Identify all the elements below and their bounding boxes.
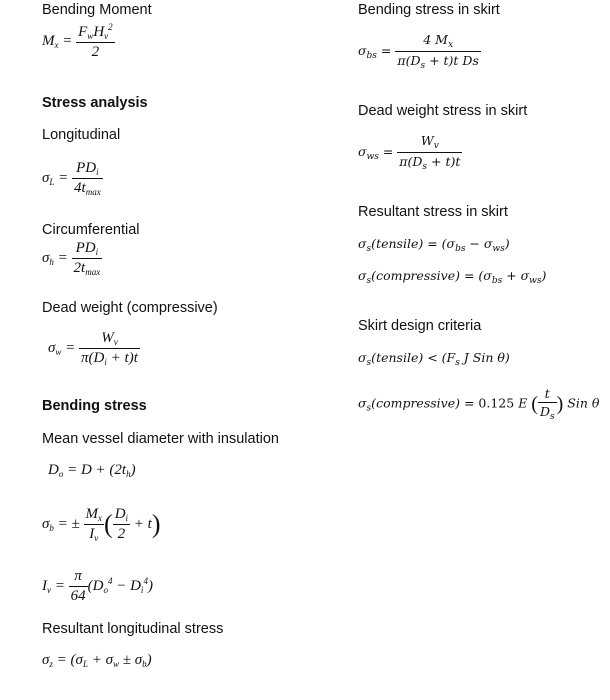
bending-moment-heading: Bending Moment <box>42 2 152 18</box>
skirt-compressive-criterion: $\sigma_s(compressive) = 0.125$ E ( $\frac{t}{D_s}$ ) Sin θ <box>358 386 600 422</box>
skirt-tensile-criterion: $\sigma_s(tensile) < (F_s$ J Sin θ) <box>358 350 510 368</box>
bending-stress-heading: Bending stress <box>42 398 147 414</box>
dead-weight-stress-equation: $\sigma_w$ = $\frac{W_v}{\pi(D_i + t)t}$ <box>48 330 138 367</box>
moment-of-inertia-equation: $I_v$ = $\frac{\pi}{64}$ $(D_o^4 - D_i^4)$ <box>42 568 153 604</box>
bending-moment-equation: $M_x$ = $\frac{F_wH_v^2}{2}$ <box>42 22 113 60</box>
mean-diameter-equation: $D_o = D + (2t_h)$ <box>48 462 136 479</box>
circumferential-label: Circumferential <box>42 222 140 238</box>
stress-analysis-heading: Stress analysis <box>42 95 148 111</box>
skirt-design-label: Skirt design criteria <box>358 318 482 334</box>
skirt-compressive-equation: $\sigma_s(compressive) = (\sigma_{bs} + \sigma_{ws})$ <box>358 268 547 286</box>
skirt-resultant-label: Resultant stress in skirt <box>358 204 508 220</box>
skirt-bending-label: Bending stress in skirt <box>358 2 500 18</box>
skirt-tensile-equation: $\sigma_s(tensile) = (\sigma_{bs} - \sigma_{ws})$ <box>358 236 510 254</box>
resultant-longitudinal-label: Resultant longitudinal stress <box>42 621 224 637</box>
skirt-dead-weight-equation: $\sigma_{ws}$ = $\frac{W_v}{\pi(D_s + t)t}$ <box>358 133 461 172</box>
skirt-bending-equation: $\sigma_{bs}$ = $\frac{4 M_x}{\pi(D_s + t)t Ds}$ <box>358 32 479 71</box>
resultant-longitudinal-equation: $\sigma_z = (\sigma_L + \sigma_w \pm \sigma_b)$ <box>42 652 152 669</box>
longitudinal-label: Longitudinal <box>42 127 121 143</box>
skirt-dead-weight-label: Dead weight stress in skirt <box>358 103 528 119</box>
circumferential-stress-equation: $\sigma_h$ = $\frac{PD_i}{2t_{max}}$ <box>42 240 101 277</box>
longitudinal-stress-equation: $\sigma_L$ = $\frac{PD_i}{4t_{max}}$ <box>42 160 101 197</box>
bending-stress-equation: $\sigma_b$ = ± $\frac{M_x}{I_v}$ ( $\frac{D_i}{2}$ + t) <box>42 506 161 543</box>
dead-weight-label: Dead weight (compressive) <box>42 300 218 316</box>
mean-diameter-label: Mean vessel diameter with insulation <box>42 431 279 447</box>
